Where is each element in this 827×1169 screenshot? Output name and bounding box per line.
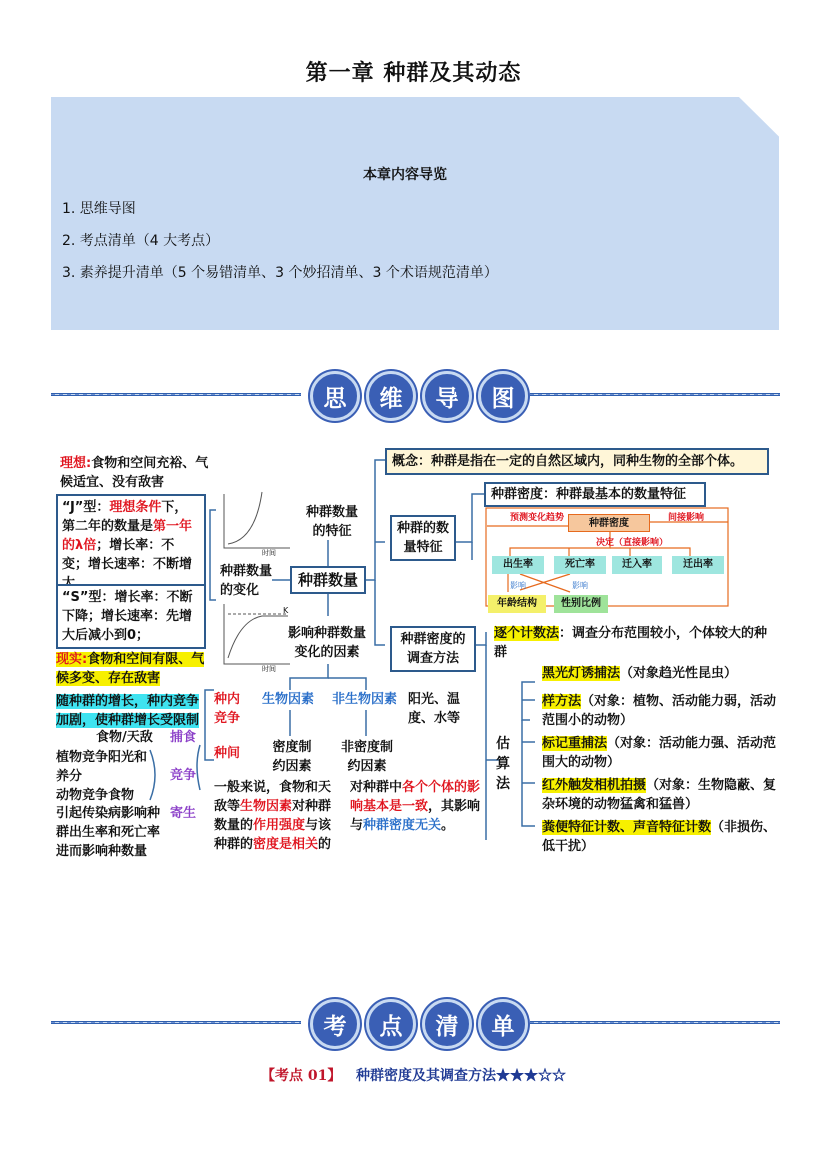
graph-xlabel: 时间 bbox=[262, 665, 276, 673]
m1-text: （对象趋光性昆虫） bbox=[620, 666, 738, 681]
general-g: 的 bbox=[318, 837, 332, 852]
factor-node: 影响种群数量变化的因素 bbox=[287, 626, 366, 660]
m2-label: 样方法 bbox=[542, 694, 582, 709]
density-independent: 非密度制约因素 bbox=[340, 740, 393, 774]
intraspecific-label: 种内竞争 bbox=[214, 692, 241, 726]
general-d: 作用强度 bbox=[253, 818, 306, 833]
feature-node: 种群数量的特征 bbox=[305, 505, 358, 539]
crowding-text: 随种群的增长，种内竞争加剧，使种群增长受限制 bbox=[56, 694, 200, 728]
j-curve-lambda: 第一年的λ倍 bbox=[62, 519, 193, 553]
banner-char: 单 bbox=[478, 999, 528, 1049]
crowding bbox=[56, 692, 208, 730]
density-node: 种群密度 bbox=[568, 514, 650, 532]
parasitism-label: 寄生 bbox=[170, 806, 197, 821]
m1-label: 黑光灯诱捕法 bbox=[542, 666, 621, 681]
bio-factor: 生物因素 bbox=[262, 692, 315, 707]
general-e: 与该种群的 bbox=[214, 818, 332, 852]
food-enemy: 食物/天敌 bbox=[96, 730, 153, 745]
count-text: ：调查分布范围较小，个体较大的种群 bbox=[494, 626, 768, 660]
influence-label: 影响 bbox=[572, 581, 588, 590]
nonbio-note bbox=[350, 778, 490, 835]
birth-rate: 出生率 bbox=[492, 556, 544, 574]
general-b: 生物因素 bbox=[240, 799, 293, 814]
center-node: 种群数量 bbox=[290, 566, 366, 594]
ideal-label: 理想: bbox=[60, 456, 92, 471]
kaodian-tag: 【考点 01】 bbox=[261, 1068, 342, 1084]
m2-text: （对象：植物、活动能力弱，活动范围小的动物） bbox=[542, 694, 777, 728]
change-node: 种群数量的变化 bbox=[220, 564, 273, 598]
survey-methods-box: 种群密度的调查方法 bbox=[390, 626, 476, 672]
real-text: 食物和空间有限、气候多变、存在敌害 bbox=[56, 652, 205, 686]
competition-label: 竞争 bbox=[170, 768, 197, 783]
m4-label: 红外触发相机拍摄 bbox=[542, 778, 647, 793]
overview-item-3: 3. 素养提升清单（5 个易错清单、3 个妙招清单、3 个术语规范清单） bbox=[62, 265, 498, 281]
count-label: 逐个计数法 bbox=[494, 626, 560, 641]
overview-item-1: 1. 思维导图 bbox=[62, 201, 136, 217]
j-curve-mid: 下，第二年的数量是 bbox=[62, 500, 188, 534]
graph-k: K bbox=[283, 606, 289, 615]
method-light-trap bbox=[542, 664, 772, 683]
method-quadrat bbox=[542, 692, 780, 730]
concept-box: 概念：种群是指在一定的自然区域内，同种生物的全部个体。 bbox=[385, 448, 769, 475]
overview-item-2: 2. 考点清单（4 大考点） bbox=[62, 233, 220, 249]
banner-char: 考 bbox=[310, 999, 360, 1049]
graph-xlabel: 时间 bbox=[262, 549, 276, 557]
banner-line-right bbox=[530, 1021, 780, 1024]
decide-label: 决定（直接影响） bbox=[596, 538, 669, 548]
each-c: ，其影响与 bbox=[350, 799, 481, 833]
banner-char: 图 bbox=[478, 371, 528, 421]
general-c: 对种群数量的 bbox=[214, 799, 332, 833]
banner-char: 清 bbox=[422, 999, 472, 1049]
j-curve-box bbox=[56, 494, 206, 597]
animal-competition: 动物竞争食物 bbox=[56, 788, 135, 803]
banner-char: 思 bbox=[310, 371, 360, 421]
j-curve-prefix: “J”型： bbox=[62, 500, 110, 515]
nonbio-factor: 非生物因素 bbox=[332, 692, 398, 707]
pop-feature-box: 种群的数量特征 bbox=[390, 515, 456, 561]
overview-heading: 本章内容导览 bbox=[363, 167, 447, 183]
nonbio-items: 阳光、温度、水等 bbox=[408, 692, 461, 726]
real-label: 现实: bbox=[56, 652, 88, 667]
method-camera bbox=[542, 776, 780, 814]
banner-line-left bbox=[51, 1021, 301, 1024]
count-method bbox=[494, 624, 770, 662]
m4-text: （对象：生物隐蔽、复杂环境的动物猛禽和猛兽） bbox=[542, 778, 777, 812]
plant-competition: 植物竞争阳光和养分 bbox=[56, 750, 148, 784]
ideal-text: 食物和空间充裕、气候适宜、没有敌害 bbox=[60, 456, 209, 490]
ideal-conditions bbox=[60, 454, 210, 492]
predict-label: 预测变化趋势 bbox=[510, 513, 565, 523]
indirect-label: 间接影响 bbox=[668, 513, 705, 523]
general-a: 一般来说，食物和天敌等 bbox=[214, 780, 332, 814]
disease-effect: 引起传染病影响种群出生率和死亡率进而影响种数量 bbox=[56, 806, 161, 859]
predation-label: 捕食 bbox=[170, 730, 197, 745]
estimate-label: 估算法 bbox=[496, 736, 510, 792]
influence-label: 影响 bbox=[510, 581, 526, 590]
banner-char: 导 bbox=[422, 371, 472, 421]
general-f: 密度是相关 bbox=[253, 837, 319, 852]
method-feces-sound bbox=[542, 818, 780, 856]
each-a: 对种群中 bbox=[350, 780, 403, 795]
sex-ratio: 性别比例 bbox=[554, 595, 608, 613]
m3-label: 标记重捕法 bbox=[542, 736, 608, 751]
density-dependent: 密度制约因素 bbox=[272, 740, 312, 774]
death-rate: 死亡率 bbox=[554, 556, 606, 574]
general-note bbox=[214, 778, 342, 854]
immigration-rate: 迁入率 bbox=[612, 556, 662, 574]
each-b: 各个个体的影响基本是一致 bbox=[350, 780, 481, 814]
m5-label: 粪便特征计数、声音特征计数 bbox=[542, 820, 712, 835]
j-curve-post: ；增长率：不变；增长速率：不断增 bbox=[62, 538, 193, 572]
method-mark-recapture bbox=[542, 734, 780, 772]
banner-char: 维 bbox=[366, 371, 416, 421]
interspecific-label: 种间 bbox=[214, 746, 241, 761]
chapter-title: 第一章 种群及其动态 bbox=[305, 60, 522, 86]
real-conditions bbox=[56, 650, 206, 688]
m3-text: （对象：活动能力强、活动范围大的动物） bbox=[542, 736, 777, 770]
age-structure: 年龄结构 bbox=[488, 595, 546, 613]
each-d: 种群密度无关 bbox=[363, 818, 442, 833]
emigration-rate: 迁出率 bbox=[672, 556, 724, 574]
density-def-box: 种群密度：种群最基本的数量特征 bbox=[484, 482, 706, 507]
kaodian-heading bbox=[0, 1065, 827, 1085]
m5-text: （非损伤、低干扰） bbox=[542, 820, 777, 854]
banner-char: 点 bbox=[366, 999, 416, 1049]
kaodian-text: 种群密度及其调查方法★★★☆☆ bbox=[355, 1068, 566, 1084]
s-curve-box: “S”型：增长率：不断下降；增长速率：先增大后减小到0； bbox=[56, 584, 206, 649]
j-curve-ideal: 理想条件 bbox=[109, 500, 162, 515]
each-e: 。 bbox=[441, 818, 455, 833]
